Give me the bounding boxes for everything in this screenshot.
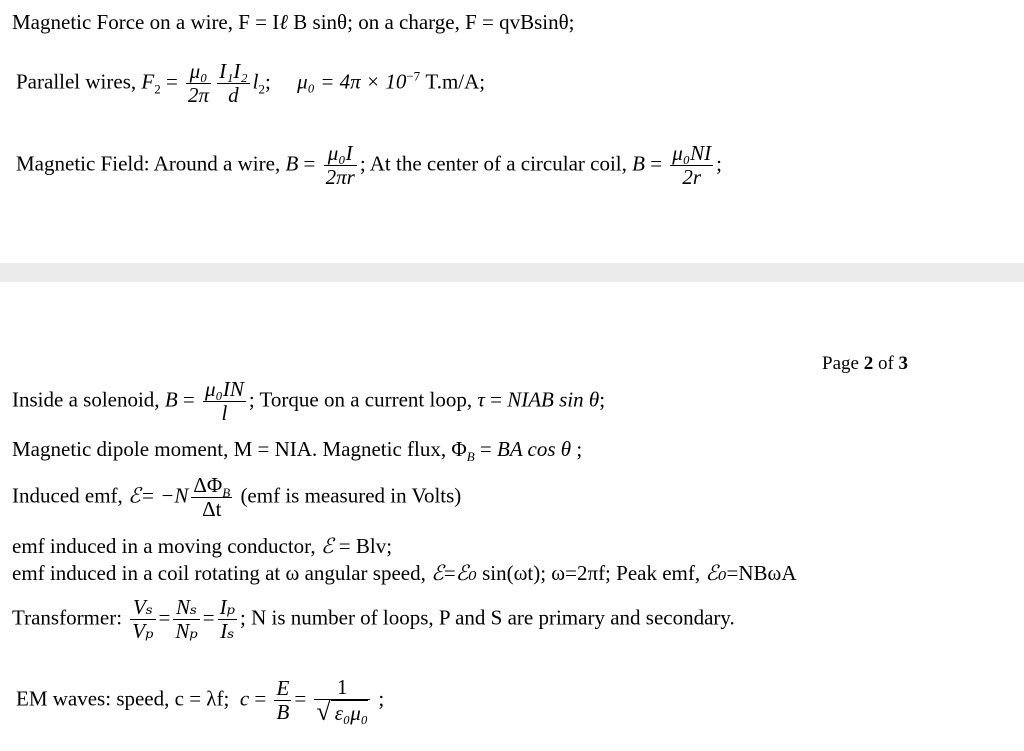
fraction-denominator: Iₛ xyxy=(220,619,235,643)
em-waves-label: EM waves: speed, c = λf; xyxy=(16,686,230,711)
page-number xyxy=(822,352,908,376)
equals-sign: = xyxy=(650,151,663,176)
page-label: Page xyxy=(822,353,864,374)
fraction-current-ratio xyxy=(218,596,237,643)
fraction-denominator xyxy=(314,697,370,726)
formula-moving-conductor xyxy=(12,533,392,559)
magnetic-field-label: Magnetic Field: Around a wire, xyxy=(16,151,281,176)
permittivity-permeability: ε₀μ₀ xyxy=(331,700,368,725)
rotating-coil-label: emf induced in a coil rotating at ω angular speed, xyxy=(12,561,426,585)
formula-rotating-coil xyxy=(12,560,797,586)
length-symbol: ℓ xyxy=(279,10,289,34)
torque-expression: NIAB sin θ xyxy=(507,387,600,412)
fraction-numerator: μ₀ xyxy=(186,60,211,84)
fraction-numerator: I₁I₂ xyxy=(219,59,248,83)
fraction-numerator: 1 xyxy=(314,676,370,700)
solenoid-label: Inside a solenoid, xyxy=(12,387,160,412)
formula-em-waves xyxy=(16,676,384,725)
fraction-denominator: Δt xyxy=(202,497,222,521)
current-page: 2 xyxy=(863,353,874,374)
torque-label: Torque on a current loop, xyxy=(259,387,473,412)
permeability-unit: T.m/A; xyxy=(420,69,486,94)
field-symbol: B xyxy=(632,151,645,176)
formula-dipole-flux xyxy=(12,436,583,465)
equals-sign: = xyxy=(165,69,178,94)
emf-symbol: ℰ xyxy=(128,483,141,508)
equals-sign: = xyxy=(294,686,307,711)
formula-magnetic-field xyxy=(16,142,722,189)
equals-sign: = xyxy=(202,605,215,630)
fraction-flux-over-time xyxy=(191,474,232,521)
delta-flux: ΔΦ xyxy=(193,473,223,497)
semicolon: ; xyxy=(378,686,385,711)
force-symbol: F xyxy=(141,69,155,94)
fraction-denominator: B xyxy=(276,700,290,724)
equals-sign: = xyxy=(158,605,171,630)
page-break-divider xyxy=(0,263,1024,282)
page-of: of xyxy=(873,353,899,374)
emf-symbol: ℰ xyxy=(320,534,334,558)
peak-emf-symbol: ℰ₀ xyxy=(455,561,477,585)
force-subscript: 2 xyxy=(154,81,161,97)
fraction-turns-ratio xyxy=(173,596,199,643)
transformer-note: ; N is number of loops, P and S are primary and secondary. xyxy=(240,605,735,630)
fraction-voltage-ratio xyxy=(130,596,155,643)
force-text-start: Magnetic Force on a wire, F = I xyxy=(12,10,280,34)
fraction-denominator: Vₚ xyxy=(132,619,154,643)
fraction-mu-over-2pi xyxy=(186,60,211,107)
flux-subscript: B xyxy=(222,485,231,501)
rotating-coil-formula: sin(ωt); ω=2πf; Peak emf, xyxy=(476,561,701,585)
force-text-end: B sinθ; on a charge, F = qvBsinθ; xyxy=(288,10,575,34)
fraction-denominator: d xyxy=(228,83,239,107)
fraction-denominator: Nₚ xyxy=(175,619,198,643)
torque-symbol: τ xyxy=(477,387,485,412)
equals-sign: = xyxy=(484,387,508,412)
equals-sign: = xyxy=(443,561,456,585)
field-symbol: B xyxy=(164,387,178,412)
parallel-wires-label: Parallel wires, xyxy=(16,69,137,94)
induced-emf-label: Induced emf, xyxy=(12,483,123,508)
formula-parallel-wires xyxy=(16,60,485,107)
equals-sign: = xyxy=(182,387,195,412)
formula-transformer xyxy=(12,596,735,643)
fraction-numerator: μ₀NI xyxy=(672,141,712,165)
peak-emf-formula: =NBωA xyxy=(726,561,797,585)
coil-label: ; At the center of a circular coil, xyxy=(359,151,627,176)
flux-expression: BA cos θ xyxy=(497,437,572,461)
speed-symbol: c xyxy=(239,686,250,711)
length-subscript: 2 xyxy=(258,81,266,97)
fraction-denominator: 2π xyxy=(188,83,210,107)
fraction-wire-field xyxy=(324,142,357,189)
semicolon: ; xyxy=(599,387,606,412)
fraction-numerator: μ₀I xyxy=(324,142,357,166)
transformer-label: Transformer: xyxy=(12,605,123,630)
moving-conductor-label: emf induced in a moving conductor, xyxy=(12,534,316,558)
fraction-solenoid xyxy=(203,378,246,425)
semicolon: ; xyxy=(571,437,583,461)
semicolon: ; xyxy=(716,151,722,176)
semicolon: ; xyxy=(265,69,271,94)
field-symbol: B xyxy=(285,151,299,176)
fraction-denominator: 2r xyxy=(682,165,702,189)
emf-symbol: ℰ xyxy=(431,561,444,585)
equals-sign: = xyxy=(254,686,267,711)
total-pages: 3 xyxy=(898,353,909,374)
equals-sign: = xyxy=(303,151,316,176)
fraction-numerator: μ₀IN xyxy=(204,377,244,401)
length-symbol: l xyxy=(252,69,259,94)
fraction-inverse-sqrt xyxy=(314,676,370,725)
fraction-currents-over-d xyxy=(217,60,250,107)
flux-subscript: B xyxy=(466,449,475,465)
fraction-numerator: Vₛ xyxy=(130,596,155,620)
dipole-flux-text: Magnetic dipole moment, M = NIA. Magnetic flux, xyxy=(12,437,447,461)
emf-unit-note: (emf is measured in Volts) xyxy=(240,483,462,508)
fraction-numerator: Iₚ xyxy=(219,595,236,619)
exponent: −7 xyxy=(406,68,421,84)
fraction-coil-field xyxy=(670,142,713,189)
fraction-numerator xyxy=(191,473,232,501)
emf-equals-minus-n: = −N xyxy=(140,483,189,508)
permeability-constant: μ₀ = 4π × 10 xyxy=(297,69,407,94)
equals-sign: = xyxy=(474,437,497,461)
peak-emf-symbol: ℰ₀ xyxy=(705,561,727,585)
formula-induced-emf xyxy=(12,474,461,521)
flux-symbol: Φ xyxy=(451,437,467,461)
fraction-numerator: Nₛ xyxy=(173,596,199,620)
formula-magnetic-force xyxy=(12,9,575,35)
semicolon: ; xyxy=(248,387,255,412)
square-root-sign: √ xyxy=(316,697,331,726)
fraction-numerator: E xyxy=(276,676,290,700)
formula-solenoid-torque xyxy=(12,378,605,425)
fraction-denominator: 2πr xyxy=(325,165,355,189)
fraction-e-over-b xyxy=(274,677,291,724)
fraction-denominator: l xyxy=(221,401,228,425)
moving-conductor-formula: = Blv; xyxy=(333,534,393,558)
